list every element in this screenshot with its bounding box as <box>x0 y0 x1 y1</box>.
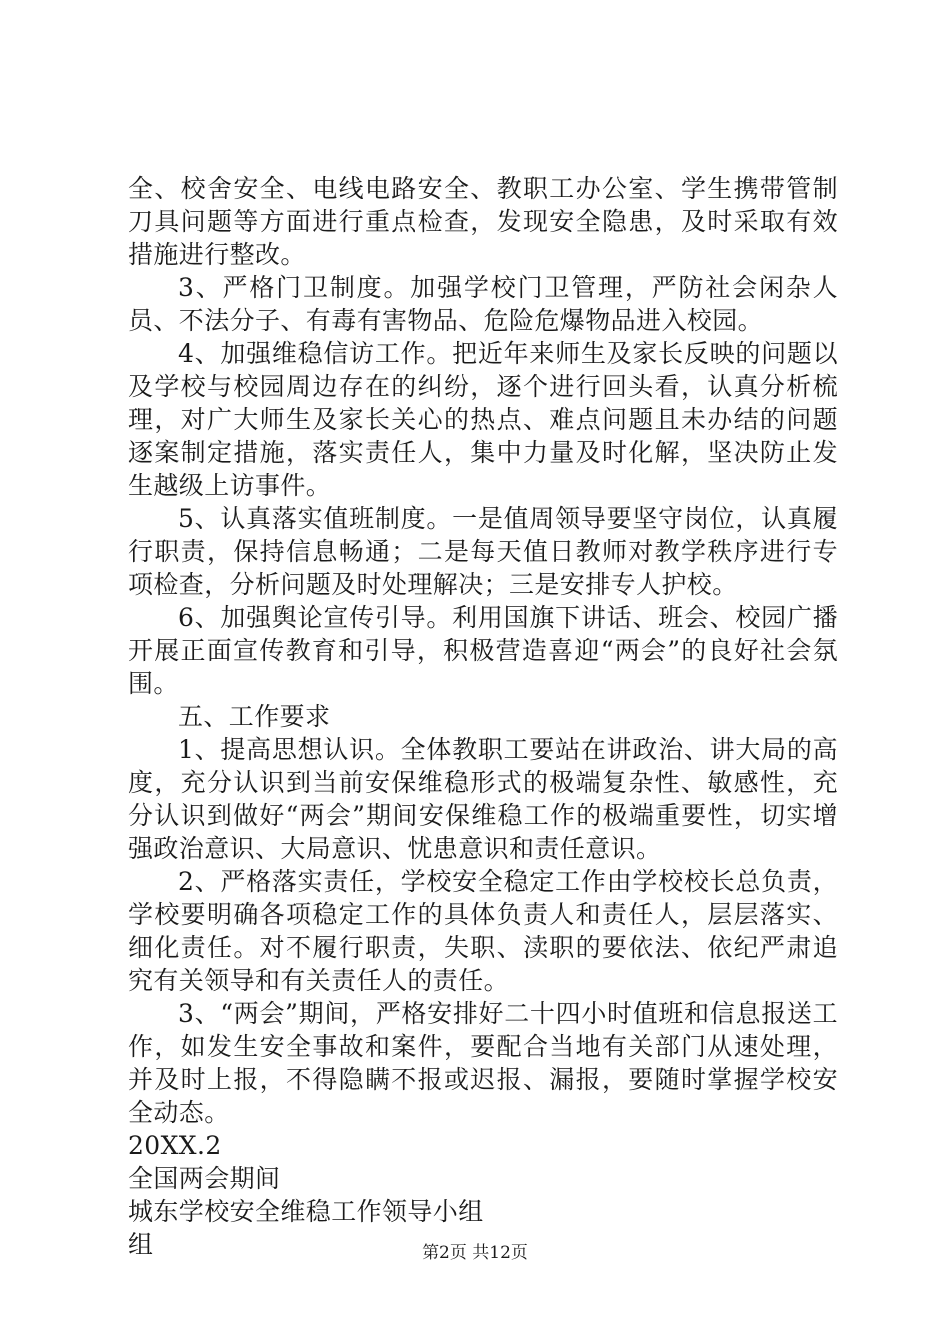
signature-line-2: 城东学校安全维稳工作领导小组 <box>128 1197 484 1226</box>
signature-line-1: 全国两会期间 <box>128 1164 281 1193</box>
paragraph-publicity: 6、加强舆论宣传引导。利用国旗下讲话、班会、校园广播开展正面宣传教育和引导，积极营造喜迎“两会”的良好社会氛围。 <box>128 603 838 698</box>
paragraph-gate-guard: 3、严格门卫制度。加强学校门卫管理，严防社会闲杂人员、不法分子、有毒有害物品、危险危爆物品进入校园。 <box>128 273 838 335</box>
signature-date: 20XX.2 <box>128 1131 222 1160</box>
signature-line-3: 组 <box>128 1230 154 1259</box>
document-body <box>128 172 838 1261</box>
paragraph-continuation: 全、校舍安全、电线电路安全、教职工办公室、学生携带管制刀具问题等方面进行重点检查，发现安全隐患，及时采取有效措施进行整改。 <box>128 174 838 269</box>
paragraph-petition: 4、加强维稳信访工作。把近年来师生及家长反映的问题以及学校与校园周边存在的纠纷，逐个进行回头看，认真分析梳理，对广大师生及家长关心的热点、难点问题且未办结的问题逐案制定措施，落实责任人，集中力量及时化解，坚决防止发生越级上访事件。 <box>128 339 838 500</box>
paragraph-awareness: 1、提高思想认识。全体教职工要站在讲政治、讲大局的高度，充分认识到当前安保维稳形式的极端复杂性、敏感性，充分认识到做好“两会”期间安保维稳工作的极端重要性，切实增强政治意识、大局意识、忧患意识和责任意识。 <box>128 735 838 863</box>
paragraph-duty-reporting: 3、“两会”期间，严格安排好二十四小时值班和信息报送工作，如发生安全事故和案件，要配合当地有关部门从速处理，并及时上报，不得隐瞒不报或迟报、漏报，要随时掌握学校安全动态。 <box>128 999 838 1127</box>
section-heading-requirements: 五、工作要求 <box>178 702 331 731</box>
page-number-label: 第2页 共12页 <box>422 1243 528 1263</box>
paragraph-responsibility: 2、严格落实责任，学校安全稳定工作由学校校长总负责，学校要明确各项稳定工作的具体负责人和责任人，层层落实、细化责任。对不履行职责，失职、渎职的要依法、依纪严肃追究有关领导和有关责任人的责任。 <box>128 867 838 995</box>
paragraph-duty-system: 5、认真落实值班制度。一是值周领导要坚守岗位，认真履行职责，保持信息畅通；二是每天值日教师对教学秩序进行专项检查，分析问题及时处理解决；三是安排专人护校。 <box>128 504 838 599</box>
page-footer <box>0 1243 950 1263</box>
